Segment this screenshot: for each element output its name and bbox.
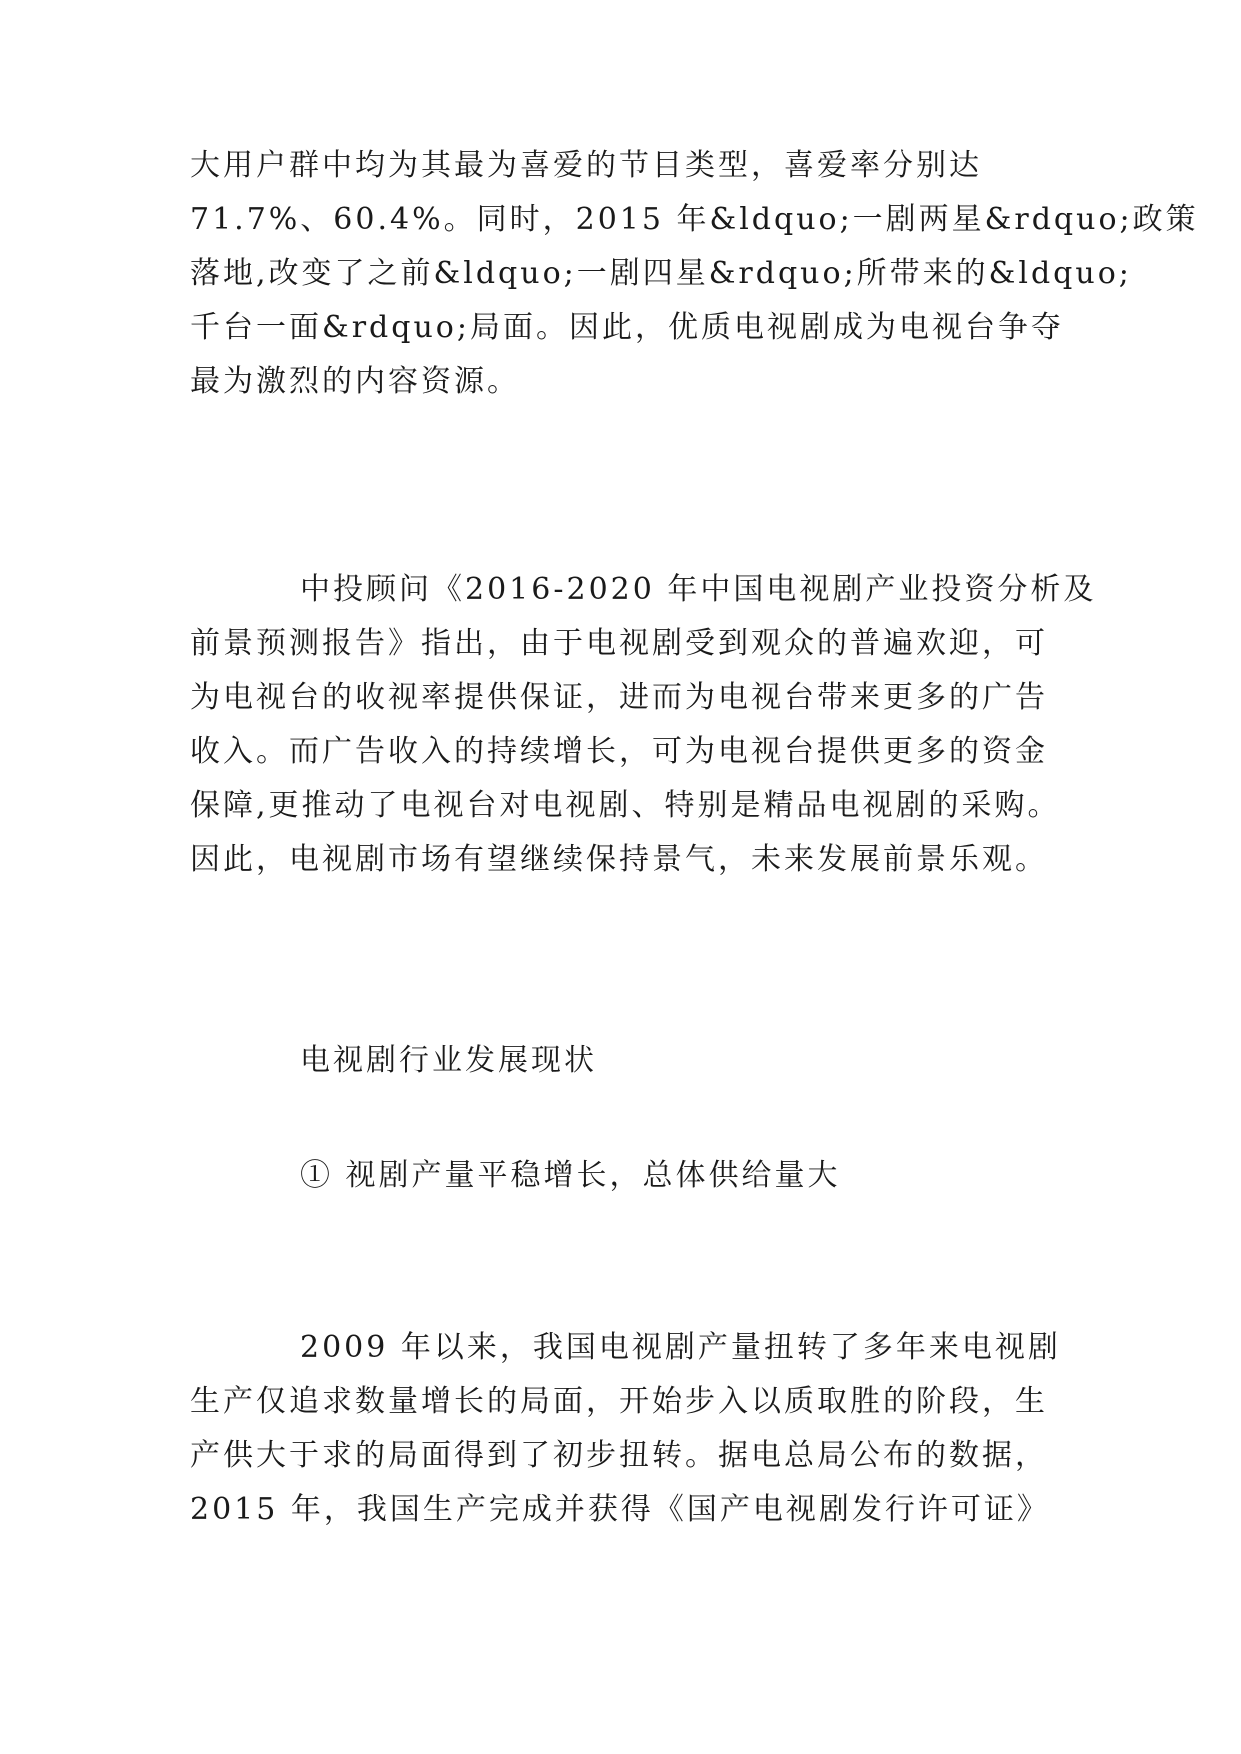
paragraph-3-line-1: 2009 年以来，我国电视剧产量扭转了多年来电视剧	[300, 1330, 1061, 1365]
section-subheading: ① 视剧产量平稳增长，总体供给量大	[300, 1158, 841, 1193]
paragraph-2-line-1: 中投顾问《2016-2020 年中国电视剧产业投资分析及	[300, 572, 1097, 607]
paragraph-1-line-5: 最为激烈的内容资源。	[190, 364, 520, 399]
paragraph-1-line-4: 千台一面&rdquo;局面。因此，优质电视剧成为电视台争夺	[190, 310, 1064, 345]
paragraph-2-line-6: 因此，电视剧市场有望继续保持景气，未来发展前景乐观。	[190, 842, 1048, 877]
paragraph-2-line-4: 收入。而广告收入的持续增长，可为电视台提供更多的资金	[190, 734, 1048, 769]
paragraph-1-line-3: 落地,改变了之前&ldquo;一剧四星&rdquo;所带来的&ldquo;	[190, 256, 1132, 291]
paragraph-1-line-2: 71.7%、60.4%。同时，2015 年&ldquo;一剧两星&rdquo;政策	[190, 202, 1199, 237]
paragraph-2-line-3: 为电视台的收视率提供保证，进而为电视台带来更多的广告	[190, 680, 1048, 715]
section-heading: 电视剧行业发展现状	[300, 1043, 597, 1078]
paragraph-2-line-2: 前景预测报告》指出，由于电视剧受到观众的普遍欢迎，可	[190, 626, 1048, 661]
paragraph-3-line-3: 产供大于求的局面得到了初步扭转。据电总局公布的数据，	[190, 1438, 1048, 1473]
paragraph-3-line-2: 生产仅追求数量增长的局面，开始步入以质取胜的阶段，生	[190, 1384, 1048, 1419]
paragraph-1-line-1: 大用户群中均为其最为喜爱的节目类型，喜爱率分别达	[190, 148, 982, 183]
paragraph-2-line-5: 保障,更推动了电视台对电视剧、特别是精品电视剧的采购。	[190, 788, 1061, 823]
paragraph-3-line-4: 2015 年，我国生产完成并获得《国产电视剧发行许可证》	[190, 1492, 1050, 1527]
